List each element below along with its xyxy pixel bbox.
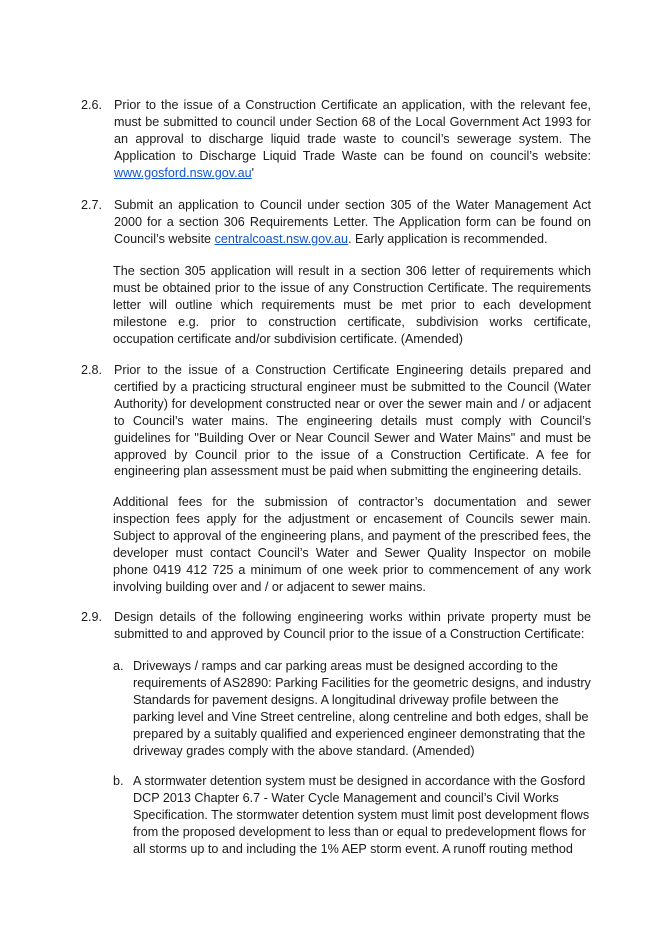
clause-2-8-followup: Additional fees for the submission of contractor’s documentation and sewer inspection fees apply for the adjustment or encasement of Councils sewer main. Subject to approval of the engineering plans, and payment of the prescribed fees, the developer must contact Council’s Water and Sewer Quality Inspector on mobile phone 0419 412 725 a minimum of one week prior to commencement of any work involving building over and / or adjacent to sewer mains.: [113, 495, 591, 594]
clause-text: [114, 197, 591, 248]
gosford-website-link[interactable]: www.gosford.nsw.gov.au: [114, 165, 252, 180]
clause-text-after: . Early application is recommended.: [348, 231, 548, 246]
clause-text-before: Submit an application to Council under section 305 of the Water Management Act 2000 for a section 306 Requirements Letter. The Application form can be found on Council’s website: [114, 198, 591, 246]
clause-text-after: ': [251, 165, 255, 180]
clause-text: Design details of the following engineering works within private property must be submitted to and approved by Council prior to the issue of a Construction Certificate:: [114, 610, 591, 641]
item-text: A stormwater detention system must be designed in accordance with the Gosford DCP 2013 Chapter 6.7 - Water Cycle Management and council’s Civil Works Specification. The stormwater detention system must limit post development flows from the proposed development to less than or equal to predevelopment flows for all storms up to and including the 1% AEP storm event. A runoff routing method: [133, 774, 590, 856]
centralcoast-website-link[interactable]: centralcoast.nsw.gov.au: [214, 231, 349, 246]
clause-number: 2.6.: [81, 98, 103, 112]
clause-text-before: Prior to the issue of a Construction Certificate an application, with the relevant fee, must be submitted to council under Section 68 of the Local Government Act 1993 for an approval to discharge liquid trade waste to council’s sewerage system. The Application to Discharge Liquid Trade Waste can be found on council’s website:: [114, 98, 591, 163]
clause-text: Prior to the issue of a Construction Certificate Engineering details prepared and certified by a practicing structural engineer must be submitted to the Council (Water Authority) for development constructed near or over the sewer main and / or adjacent to Council’s water mains. The engineering details must comply with Council’s guidelines for "Building Over or Near Council Sewer and Water Mains" and must be approved by Council prior to the issue of a Construction Certificate. A fee for engineering plan assessment must be paid when submitting the engineering details.: [114, 363, 591, 479]
clause-number: 2.8.: [81, 363, 103, 377]
clause-number: 2.7.: [81, 198, 103, 212]
item-letter: b.: [113, 774, 124, 788]
clause-number: 2.9.: [81, 610, 103, 624]
item-letter: a.: [113, 659, 124, 673]
clause-2-7-followup: The section 305 application will result in a section 306 letter of requirements which must be obtained prior to the issue of any Construction Certificate. The requirements letter will outline which requirements must be met prior to each development milestone e.g. prior to construction certificate, subdivision works certificate, occupation certificate and/or subdivision certificate. (Amended): [113, 264, 591, 346]
item-text: Driveways / ramps and car parking areas must be designed according to the requirements of AS2890: Parking Facilities for the geometric designs, and industry Standards for pavement designs. A longitudinal driveway profile between the parking level and Vine Street centreline, along centreline and both edges, shall be prepared by a suitably qualified and experienced engineer demonstrating that the driveway grades comply with the above standard. (Amended): [133, 659, 591, 758]
clause-text: [114, 97, 591, 182]
